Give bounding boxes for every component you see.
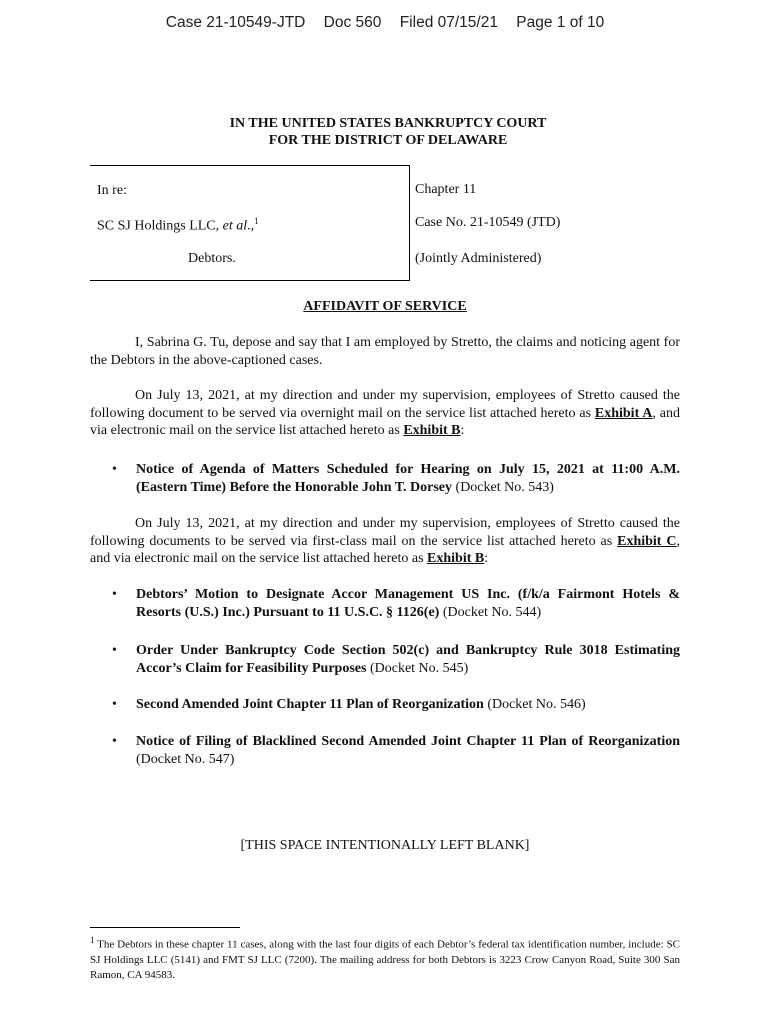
footnote-divider: [90, 927, 240, 928]
in-re-label: In re:: [97, 183, 127, 198]
document-title: AFFIDAVIT OF SERVICE: [303, 299, 467, 314]
exhibit-b-ref: Exhibit B: [403, 423, 461, 438]
list-item-text: [136, 586, 680, 621]
list-item: [90, 696, 680, 714]
bullet-icon: •: [112, 462, 117, 477]
bullet-icon: •: [112, 643, 117, 658]
paragraph-2-text-b: , and via electronic mail on the service list attached hereto as: [90, 405, 680, 438]
list-item: [90, 461, 680, 496]
paragraph-2-text-c: :: [460, 423, 465, 438]
list-item-text: [136, 642, 680, 677]
et-al-suffix: .,: [247, 218, 255, 234]
doc-number-header: Doc 560: [323, 14, 382, 31]
filing-header: [0, 14, 770, 32]
list-item-bold: Debtors’ Motion to Designate Accor Management US Inc. (f/k/a Fairmont Hotels & Resorts (U.S.) Inc.) Pursuant to 11 U.S.C. § 1126(e): [136, 587, 680, 620]
case-number-header: Case 21-10549-JTD: [165, 14, 306, 31]
list-item: [90, 642, 680, 677]
blank-space-notice: [THIS SPACE INTENTIONALLY LEFT BLANK]: [240, 838, 530, 853]
list-item-docket: (Docket No. 544): [439, 604, 542, 620]
list-item-bold: Second Amended Joint Chapter 11 Plan of Reorganization: [136, 697, 484, 712]
list-item-text: [136, 733, 680, 768]
court-heading: [0, 115, 770, 149]
list-item: [90, 733, 680, 768]
paragraph-2-text-a: On July 13, 2021, at my direction and under my supervision, employees of Stretto caused the following document to be served via overnight mail on the service list attached hereto as: [90, 388, 680, 421]
list-item: [90, 586, 680, 621]
exhibit-b-ref-2: Exhibit B: [427, 551, 485, 566]
court-line-1: IN THE UNITED STATES BANKRUPTCY COURT: [229, 116, 547, 131]
paragraph-1: [90, 334, 680, 369]
list-item-text: [136, 696, 680, 714]
footnote-text: The Debtors in these chapter 11 cases, along with the last four digits of each Debtor’s federal tax identification number, include: SC SJ Holdings LLC (5141) and FMT SJ LLC (7200). The mailing address for both Debtors is 3223 Crow Canyon Road, Suite 300 San Ramon, CA 94583.: [90, 938, 680, 981]
list-item-docket: (Docket No. 547): [136, 751, 235, 767]
chapter-label: Chapter 11: [415, 182, 477, 197]
list-item-docket: (Docket No. 543): [452, 479, 554, 495]
paragraph-3-text-a: On July 13, 2021, at my direction and under my supervision, employees of Stretto caused the following documents to be served via first-class mail on the service list attached hereto as: [90, 516, 680, 549]
footnote: [90, 933, 680, 983]
paragraph-1-text: I, Sabrina G. Tu, depose and say that I am employed by Stretto, the claims and noticing agent for the Debtors in the above-captioned cases.: [90, 335, 680, 368]
paragraph-3-text-c: :: [484, 551, 489, 566]
debtors-label: Debtors.: [188, 251, 236, 266]
debtor-name-text: SC SJ Holdings LLC,: [97, 218, 220, 234]
paragraph-3: [90, 515, 680, 568]
bullet-icon: •: [112, 734, 117, 749]
case-caption-box: [90, 165, 410, 281]
list-item-bold: Notice of Agenda of Matters Scheduled for Hearing on July 15, 2021 at 11:00 A.M. (Eastern Time) Before the Honorable John T. Dorsey: [136, 462, 680, 495]
bullet-icon: •: [112, 587, 117, 602]
exhibit-a-ref: Exhibit A: [594, 405, 653, 421]
court-line-2: FOR THE DISTRICT OF DELAWARE: [268, 133, 508, 148]
exhibit-c-ref: Exhibit C: [617, 533, 677, 549]
case-no-label: Case No. 21-10549 (JTD): [415, 215, 561, 230]
bullet-icon: •: [112, 697, 117, 712]
et-al: et al: [222, 218, 248, 234]
list-item-bold: Notice of Filing of Blacklined Second Amended Joint Chapter 11 Plan of Reorganization: [136, 734, 680, 749]
jointly-administered-label: (Jointly Administered): [415, 251, 542, 266]
debtor-name: [97, 216, 259, 235]
list-item-text: [136, 461, 680, 496]
list-item-docket: (Docket No. 546): [483, 697, 586, 712]
paragraph-2: [90, 387, 680, 440]
page-number-header: Page 1 of 10: [516, 14, 605, 31]
footnote-number: 1: [90, 935, 95, 945]
list-item-docket: (Docket No. 545): [366, 660, 469, 676]
filed-date-header: Filed 07/15/21: [399, 14, 498, 31]
footnote-mark: 1: [254, 216, 259, 226]
list-item-bold: Order Under Bankruptcy Code Section 502(c) and Bankruptcy Rule 3018 Estimating Accor’s Claim for Feasibility Purposes: [136, 643, 680, 676]
paragraph-3-text-b: , and via electronic mail on the service list attached hereto as: [90, 533, 680, 566]
